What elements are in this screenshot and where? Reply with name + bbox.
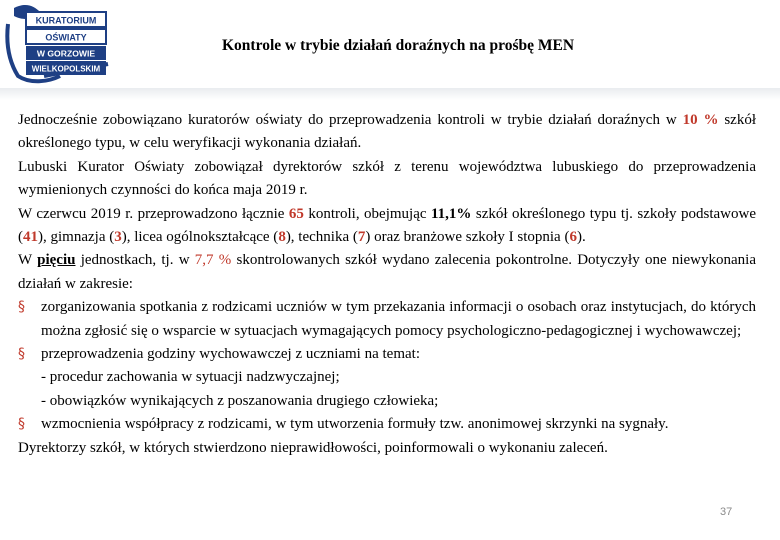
p3-gymnasium-count: 3 [114,229,122,246]
p3-primary-count: 41 [23,229,38,246]
bullet-text: wzmocnienia współpracy z rodzicami, w tym utworzenia formuły tzw. anonimowej skrzynki na sygnały. [41,416,669,433]
p3-share: 11,1% [430,205,472,222]
sub-list-item: - obowiązków wynikających z poszanowania drugiego człowieka; [41,392,439,409]
slide-body [18,109,756,460]
sub-list-item: - procedur zachowania w sytuacji nadzwyczajnej; [41,369,340,386]
kuratorium-logo-graphic [4,2,116,86]
page-number: 37 [720,506,733,518]
bullet-mark: § [18,416,25,433]
p3-text-a: W czerwcu 2019 r. przeprowadzono łącznie [18,205,289,222]
list-item [18,343,756,366]
slide-header [0,0,780,100]
p3-technical-count: 7 [357,229,366,246]
paragraph-recommendations [18,249,756,296]
list-item [18,413,756,436]
bullet-text: zorganizowania spotkania z rodzicami uczniów w tym przekazania informacji o osobach oraz instytucjach, do których można zgłosić się o wsparcie w sytuacjach wymagających pomocy psychologiczno-pedagogicznej i wychowawczej; [41,299,756,339]
p3-vocational-count: 6 [569,229,577,246]
p3-text-g: ) oraz branżowe szkoły I stopnia ( [365,229,570,246]
p1-percentage: 10 % [682,112,719,128]
paragraph-inspection-stats [18,203,756,250]
p3-text-c: szkół określonego typu tj. szkoły podstawowe ( [18,205,756,246]
p3-total-inspections: 65 [288,205,304,222]
slide-title: Kontrole w trybie działań doraźnych na prośbę MEN [222,37,575,54]
p4-count-word: pięciu [37,252,76,269]
p3-text-d: ), gimnazja ( [38,229,115,246]
logo-line-2: OŚWIATY [45,32,87,43]
kuratorium-logo [4,2,116,86]
p1-text-a: Jednocześnie zobowiązano kuratorów oświaty do przeprowadzenia kontroli w trybie działań doraźnych w [18,112,683,128]
header-band [0,88,780,100]
bullet-mark: § [18,346,25,363]
p4-text-c: jednostkach, tj. w [75,252,195,269]
bullet-text: przeprowadzenia godziny wychowawczej z uczniami na temat: [41,346,420,363]
paragraph-kurator-obligation: Lubuski Kurator Oświaty zobowiązał dyrektorów szkół z terenu województwa lubuskiego do przeprowadzenia wymienionych czynności do końca maja 2019 r. [18,158,756,199]
p4-text-e: skontrolowanych szkół wydano zalecenia pokontrolne. Dotyczyły one niewykonania działań w zakresie: [18,252,756,292]
p3-text-e: ), licea ogólnokształcące ( [121,229,279,246]
logo-line-4: WIELKOPOLSKIM [31,64,101,74]
p3-text-h: ). [576,229,586,246]
p3-text-b: kontroli, obejmując [303,205,431,222]
logo-line-3: W GORZOWIE [36,48,96,59]
p4-text-a: W [18,252,38,269]
bullet-mark: § [18,299,25,316]
paragraph-verification [18,109,756,156]
logo-line-1: KURATORIUM [35,15,97,26]
list-item [18,296,756,343]
p3-lyceum-count: 8 [278,229,286,246]
paragraph-closing: Dyrektorzy szkół, w których stwierdzono nieprawidłowości, poinformowali o wykonaniu zaleceń. [18,439,608,456]
p3-text-f: ), technika ( [285,229,358,246]
p1-text-b: szkół określonego typu, w celu weryfikacji wykonania działań. [18,112,757,152]
p4-percentage: 7,7 % [194,252,232,269]
